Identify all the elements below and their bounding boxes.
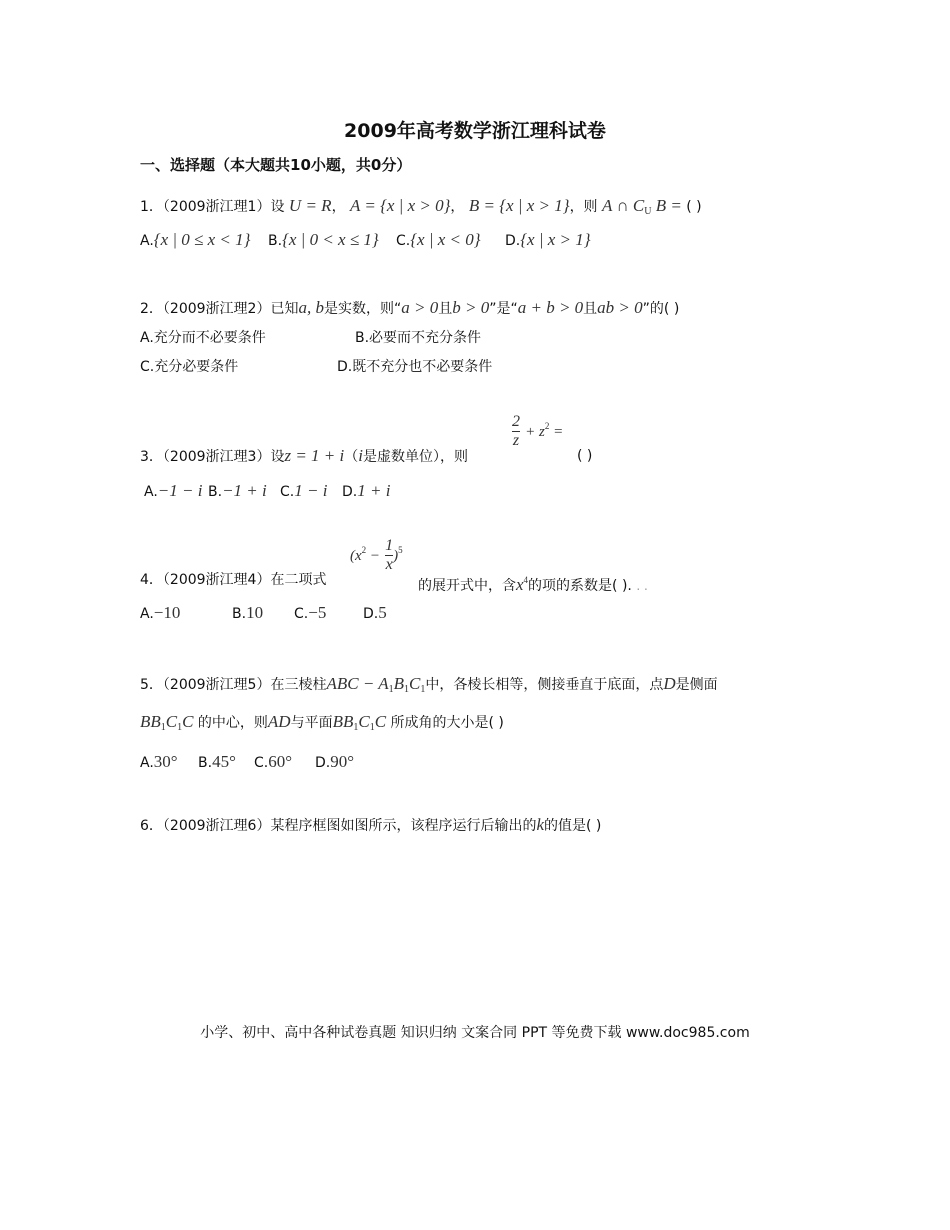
page-footer: 小学、初中、高中各种试卷真题 知识归纳 文案合同 PPT 等免费下载 www.doc985.com: [200, 1025, 750, 1041]
option-d: D.既不充分也不必要条件: [337, 359, 493, 375]
answer-paren: ( ): [577, 448, 593, 464]
option-d: D.90°: [315, 752, 355, 771]
option-b: B.{x | 0 < x ≤ 1}: [268, 230, 379, 249]
option-b: B.必要而不充分条件: [355, 330, 482, 346]
question-4-tail: 的展开式中，含$x^4$的项的系数是( ). . .: [418, 575, 648, 594]
option-c: C.60°: [254, 752, 293, 771]
math-fraction-expr: $\frac{2}{z} + z^2$ =: [512, 413, 564, 449]
option-a: A.−10: [140, 603, 181, 622]
question-6: 6．（2009浙江理6）某程序框图如图所示，该程序运行后输出的k的值是( ): [140, 815, 602, 834]
question-5-line2: $BB_1C_1C$ 的中心，则AD与平面$BB_1C_1C$ 所成角的大小是( ): [140, 712, 504, 733]
option-d: D.1 + i: [342, 481, 391, 500]
math-expr: B = {x | x > 1}: [468, 196, 570, 215]
question-3: 3．（2009浙江理3）设z = 1 + i（i是虚数单位），则: [140, 446, 468, 465]
math-expr: A ∩ $C_U$ B =: [602, 196, 682, 217]
option-c: C.1 − i: [280, 481, 328, 500]
option-a: A.−1 − i: [144, 481, 203, 500]
option-a: A.充分而不必要条件: [140, 330, 266, 346]
page-title: 2009年高考数学浙江理科试卷: [344, 120, 606, 142]
option-b: B.10: [232, 603, 264, 622]
math-expr: A = {x | x > 0}: [350, 196, 451, 215]
option-b: B.−1 + i: [208, 481, 267, 500]
option-d: D.{x | x > 1}: [505, 230, 591, 249]
option-c: C.{x | x < 0}: [396, 230, 481, 249]
math-binomial-expr: $(x^2 - \frac{1}{x})^5$: [350, 537, 403, 573]
question-4: 4．（2009浙江理4）在二项式: [140, 572, 327, 588]
question-2: 2．（2009浙江理2）已知a, b是实数，则“a > 0且b > 0”是“a + b > 0且ab > 0”的( ): [140, 298, 680, 317]
question-5: 5．（2009浙江理5）在三棱柱ABC − $A_1B_1C_1$中，各棱长相等，侧接垂直于底面，点D是侧面: [140, 674, 718, 695]
option-d: D.5: [363, 603, 387, 622]
option-a: A.{x | 0 ≤ x < 1}: [140, 230, 251, 249]
option-c: C.充分必要条件: [140, 359, 239, 375]
question-1-options: [140, 230, 250, 251]
math-expr: U = R: [288, 196, 332, 215]
question-1: 1．（2009浙江理1）设 U = R， A = {x | x > 0}， B = {x | x > 1}，则 A ∩ $C_U$ B = ( ): [140, 196, 702, 217]
option-c: C.−5: [294, 603, 327, 622]
option-a: A.30°: [140, 752, 178, 771]
section-heading: 一、选择题（本大题共10小题，共0分）: [140, 156, 412, 174]
option-b: B.45°: [198, 752, 236, 771]
